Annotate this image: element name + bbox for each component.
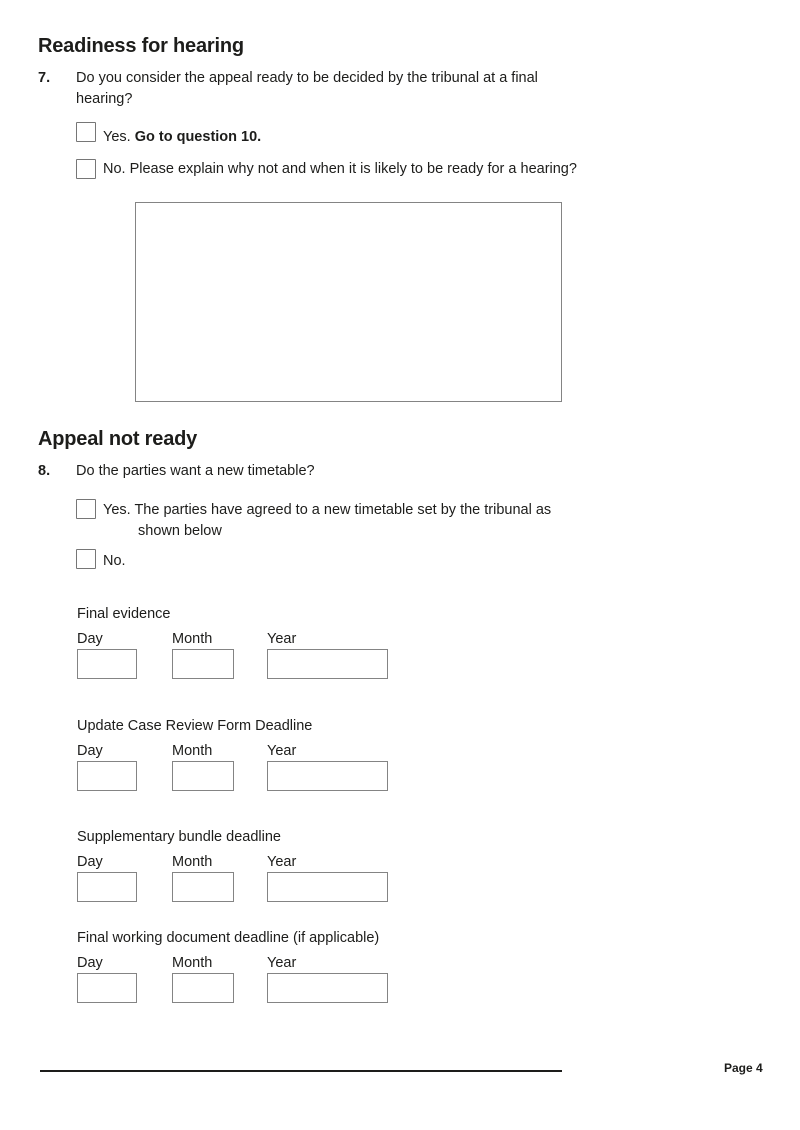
year-label: Year	[267, 743, 297, 759]
page-number: Page 4	[724, 1061, 763, 1075]
section-heading-readiness: Readiness for hearing	[38, 35, 244, 57]
year-input[interactable]	[267, 973, 388, 1003]
day-input[interactable]	[77, 649, 137, 679]
month-label: Month	[172, 631, 213, 647]
day-input[interactable]	[77, 973, 137, 1003]
date-group-case-review-form	[77, 716, 497, 792]
date-group-title: Update Case Review Form Deadline	[77, 718, 313, 734]
month-label: Month	[172, 854, 213, 870]
date-group-title: Supplementary bundle deadline	[77, 829, 281, 845]
month-input[interactable]	[172, 973, 234, 1003]
month-input[interactable]	[172, 649, 234, 679]
year-label: Year	[267, 955, 297, 971]
date-group-title: Final working document deadline (if applicable)	[77, 930, 380, 946]
year-input[interactable]	[267, 872, 388, 902]
section-heading-appeal-not-ready: Appeal not ready	[38, 428, 198, 450]
day-label: Day	[77, 631, 103, 647]
day-label: Day	[77, 854, 103, 870]
date-group-final-working-document	[77, 928, 497, 1004]
date-group-final-evidence	[77, 604, 497, 680]
day-label: Day	[77, 955, 103, 971]
q7-no-checkbox[interactable]	[76, 159, 96, 179]
q8-no-label: No.	[103, 553, 126, 569]
question-7-number: 7.	[38, 70, 51, 86]
question-8-text: Do the parties want a new timetable?	[76, 463, 315, 479]
year-label: Year	[267, 854, 297, 870]
year-input[interactable]	[267, 761, 388, 791]
date-group-title: Final evidence	[77, 606, 171, 622]
q7-yes-label-bold: Go to question 10.	[134, 129, 262, 145]
q7-no-label: No. Please explain why not and when it is likely to be ready for a hearing?	[103, 161, 577, 177]
day-input[interactable]	[77, 872, 137, 902]
q7-yes-label	[103, 127, 573, 148]
q7-yes-checkbox[interactable]	[76, 122, 96, 142]
day-input[interactable]	[77, 761, 137, 791]
month-label: Month	[172, 955, 213, 971]
date-group-supplementary-bundle	[77, 827, 497, 903]
footer-divider	[40, 1070, 562, 1072]
year-label: Year	[267, 631, 297, 647]
month-label: Month	[172, 743, 213, 759]
question-8-number: 8.	[38, 463, 51, 479]
q8-no-checkbox[interactable]	[76, 549, 96, 569]
question-7-text: Do you consider the appeal ready to be decided by the tribunal at a final hearing?	[76, 70, 538, 107]
q7-explanation-textarea[interactable]	[135, 202, 562, 402]
q7-yes-label-prefix: Yes.	[103, 129, 135, 145]
q8-yes-label: Yes. The parties have agreed to a new timetable set by the tribunal as shown below	[103, 502, 552, 539]
month-input[interactable]	[172, 761, 234, 791]
day-label: Day	[77, 743, 103, 759]
month-input[interactable]	[172, 872, 234, 902]
q8-yes-checkbox[interactable]	[76, 499, 96, 519]
year-input[interactable]	[267, 649, 388, 679]
